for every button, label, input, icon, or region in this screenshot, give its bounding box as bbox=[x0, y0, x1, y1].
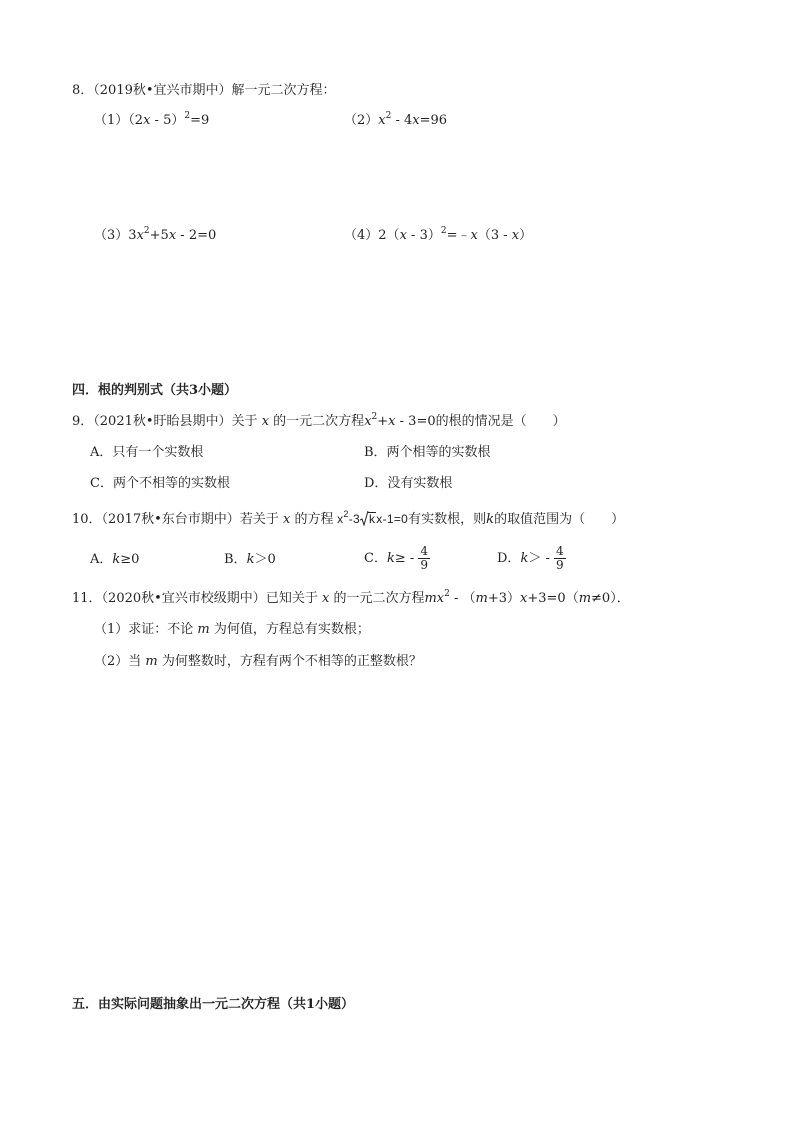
q8-part4-equation: 2（x - 3）$^2$=﹣x（3 - x） bbox=[378, 226, 533, 243]
q9-text-c: 的根的情况是（ ） bbox=[435, 414, 566, 429]
sqrt-symbol: k bbox=[360, 510, 376, 528]
q10-var-k: k bbox=[486, 512, 495, 527]
q11-part1-text-b: 为何值，方程总有实数根； bbox=[213, 622, 370, 637]
q10-option-a[interactable] bbox=[90, 551, 139, 569]
section-5-heading: 五．由实际问题抽象出一元二次方程（共1小题） bbox=[72, 997, 355, 1012]
q10-stem bbox=[72, 510, 624, 529]
q9-option-b[interactable]: B．两个相等的实数根 bbox=[364, 445, 491, 460]
q10-option-c[interactable] bbox=[364, 545, 430, 572]
q10-option-b-label: B． bbox=[224, 552, 247, 567]
q9-stem bbox=[72, 413, 566, 431]
q9-source: （2021秋•盱眙县期中） bbox=[93, 414, 232, 429]
q10-number: 10． bbox=[72, 512, 102, 527]
q10-option-a-expr: k≥0 bbox=[112, 552, 140, 567]
q10-option-b-expr: k＞0 bbox=[246, 552, 276, 567]
q10-text-c: 有实数根，则 bbox=[408, 512, 487, 527]
q8-part1 bbox=[94, 112, 209, 130]
q8-number: 8． bbox=[72, 83, 94, 98]
q9-equation: $x^2+x - 3=0$ bbox=[364, 412, 436, 429]
q8-part1-equation: （2x - 5）$^2$=9 bbox=[128, 111, 210, 128]
q10-option-c-label: C． bbox=[364, 551, 387, 566]
q9-text-b: 的一元二次方程 bbox=[273, 414, 365, 429]
q10-option-d-expr: k＞ - $\frac{4}{9}$ bbox=[520, 544, 564, 572]
q8-source: （2019秋•宜兴市期中） bbox=[93, 83, 232, 98]
q8-part1-label: （1） bbox=[94, 113, 129, 128]
q11-part1-var-m: m bbox=[193, 622, 214, 637]
q8-text: 解一元二次方程： bbox=[231, 83, 336, 98]
q8-part4 bbox=[344, 227, 532, 245]
q10-source: （2017秋•东台市期中） bbox=[101, 512, 240, 527]
q11-equation: $mx^2 - (m+3)x+3=0(m\ne 0)$． bbox=[424, 589, 630, 606]
fraction-d bbox=[554, 545, 566, 572]
q11-number: 11． bbox=[72, 591, 102, 606]
q8-part2 bbox=[344, 112, 447, 130]
q11-part1 bbox=[94, 621, 370, 639]
q9-option-a[interactable]: A．只有一个实数根 bbox=[90, 445, 204, 460]
q9-option-d[interactable]: D．没有实数根 bbox=[364, 476, 453, 491]
q11-var-x: x bbox=[317, 591, 334, 606]
q11-stem bbox=[72, 590, 630, 608]
fraction-c bbox=[418, 545, 430, 572]
q8-part3 bbox=[94, 227, 216, 245]
q8-part3-label: （3） bbox=[94, 228, 129, 243]
q8-stem bbox=[72, 82, 336, 100]
section-4-heading: 四．根的判别式（共3小题） bbox=[72, 383, 238, 398]
q9-number: 9． bbox=[72, 414, 94, 429]
q10-option-b[interactable] bbox=[224, 551, 276, 569]
q10-text-d: 的取值范围为（ ） bbox=[494, 512, 625, 527]
q11-part2-var-m: m bbox=[141, 654, 162, 669]
q8-part3-equation: $3x^2+5x - 2=0$ bbox=[128, 226, 217, 243]
q11-text-b: 的一元二次方程 bbox=[333, 591, 425, 606]
q11-part2 bbox=[94, 653, 422, 671]
q11-source: （2020秋•宜兴市校级期中） bbox=[101, 591, 266, 606]
q10-text-b: 的方程 bbox=[294, 512, 334, 527]
q11-part2-text-b: 为何整数时，方程有两个不相等的正整数根？ bbox=[161, 654, 422, 669]
q9-text-a: 关于 bbox=[231, 414, 258, 429]
q10-option-c-expr: k≥ - $\frac{4}{9}$ bbox=[386, 544, 429, 572]
fraction-d-numerator: 4 bbox=[556, 544, 564, 558]
q10-option-d-label: D． bbox=[497, 551, 521, 566]
q10-option-a-label: A． bbox=[90, 552, 113, 567]
q10-equation: $x^2-3$ kx-1=0 bbox=[333, 509, 409, 526]
q11-part2-text-a: （2）当 bbox=[94, 654, 142, 669]
q11-text-a: 已知关于 bbox=[265, 591, 318, 606]
q9-var-x: x bbox=[257, 414, 274, 429]
q10-var-x: x bbox=[278, 512, 295, 527]
q11-part1-text-a: （1）求证：不论 bbox=[94, 622, 194, 637]
q8-part4-label: （4） bbox=[344, 228, 379, 243]
fraction-c-numerator: 4 bbox=[420, 544, 429, 558]
fraction-c-denominator: 9 bbox=[420, 558, 429, 572]
q8-part2-equation: $x^2 - 4x=96$ bbox=[378, 111, 448, 128]
q10-text-a: 若关于 bbox=[239, 512, 279, 527]
q8-part2-label: （2） bbox=[344, 113, 379, 128]
q9-option-c[interactable]: C．两个不相等的实数根 bbox=[90, 476, 230, 491]
fraction-d-denominator: 9 bbox=[556, 558, 564, 572]
q10-option-d[interactable] bbox=[497, 545, 566, 572]
